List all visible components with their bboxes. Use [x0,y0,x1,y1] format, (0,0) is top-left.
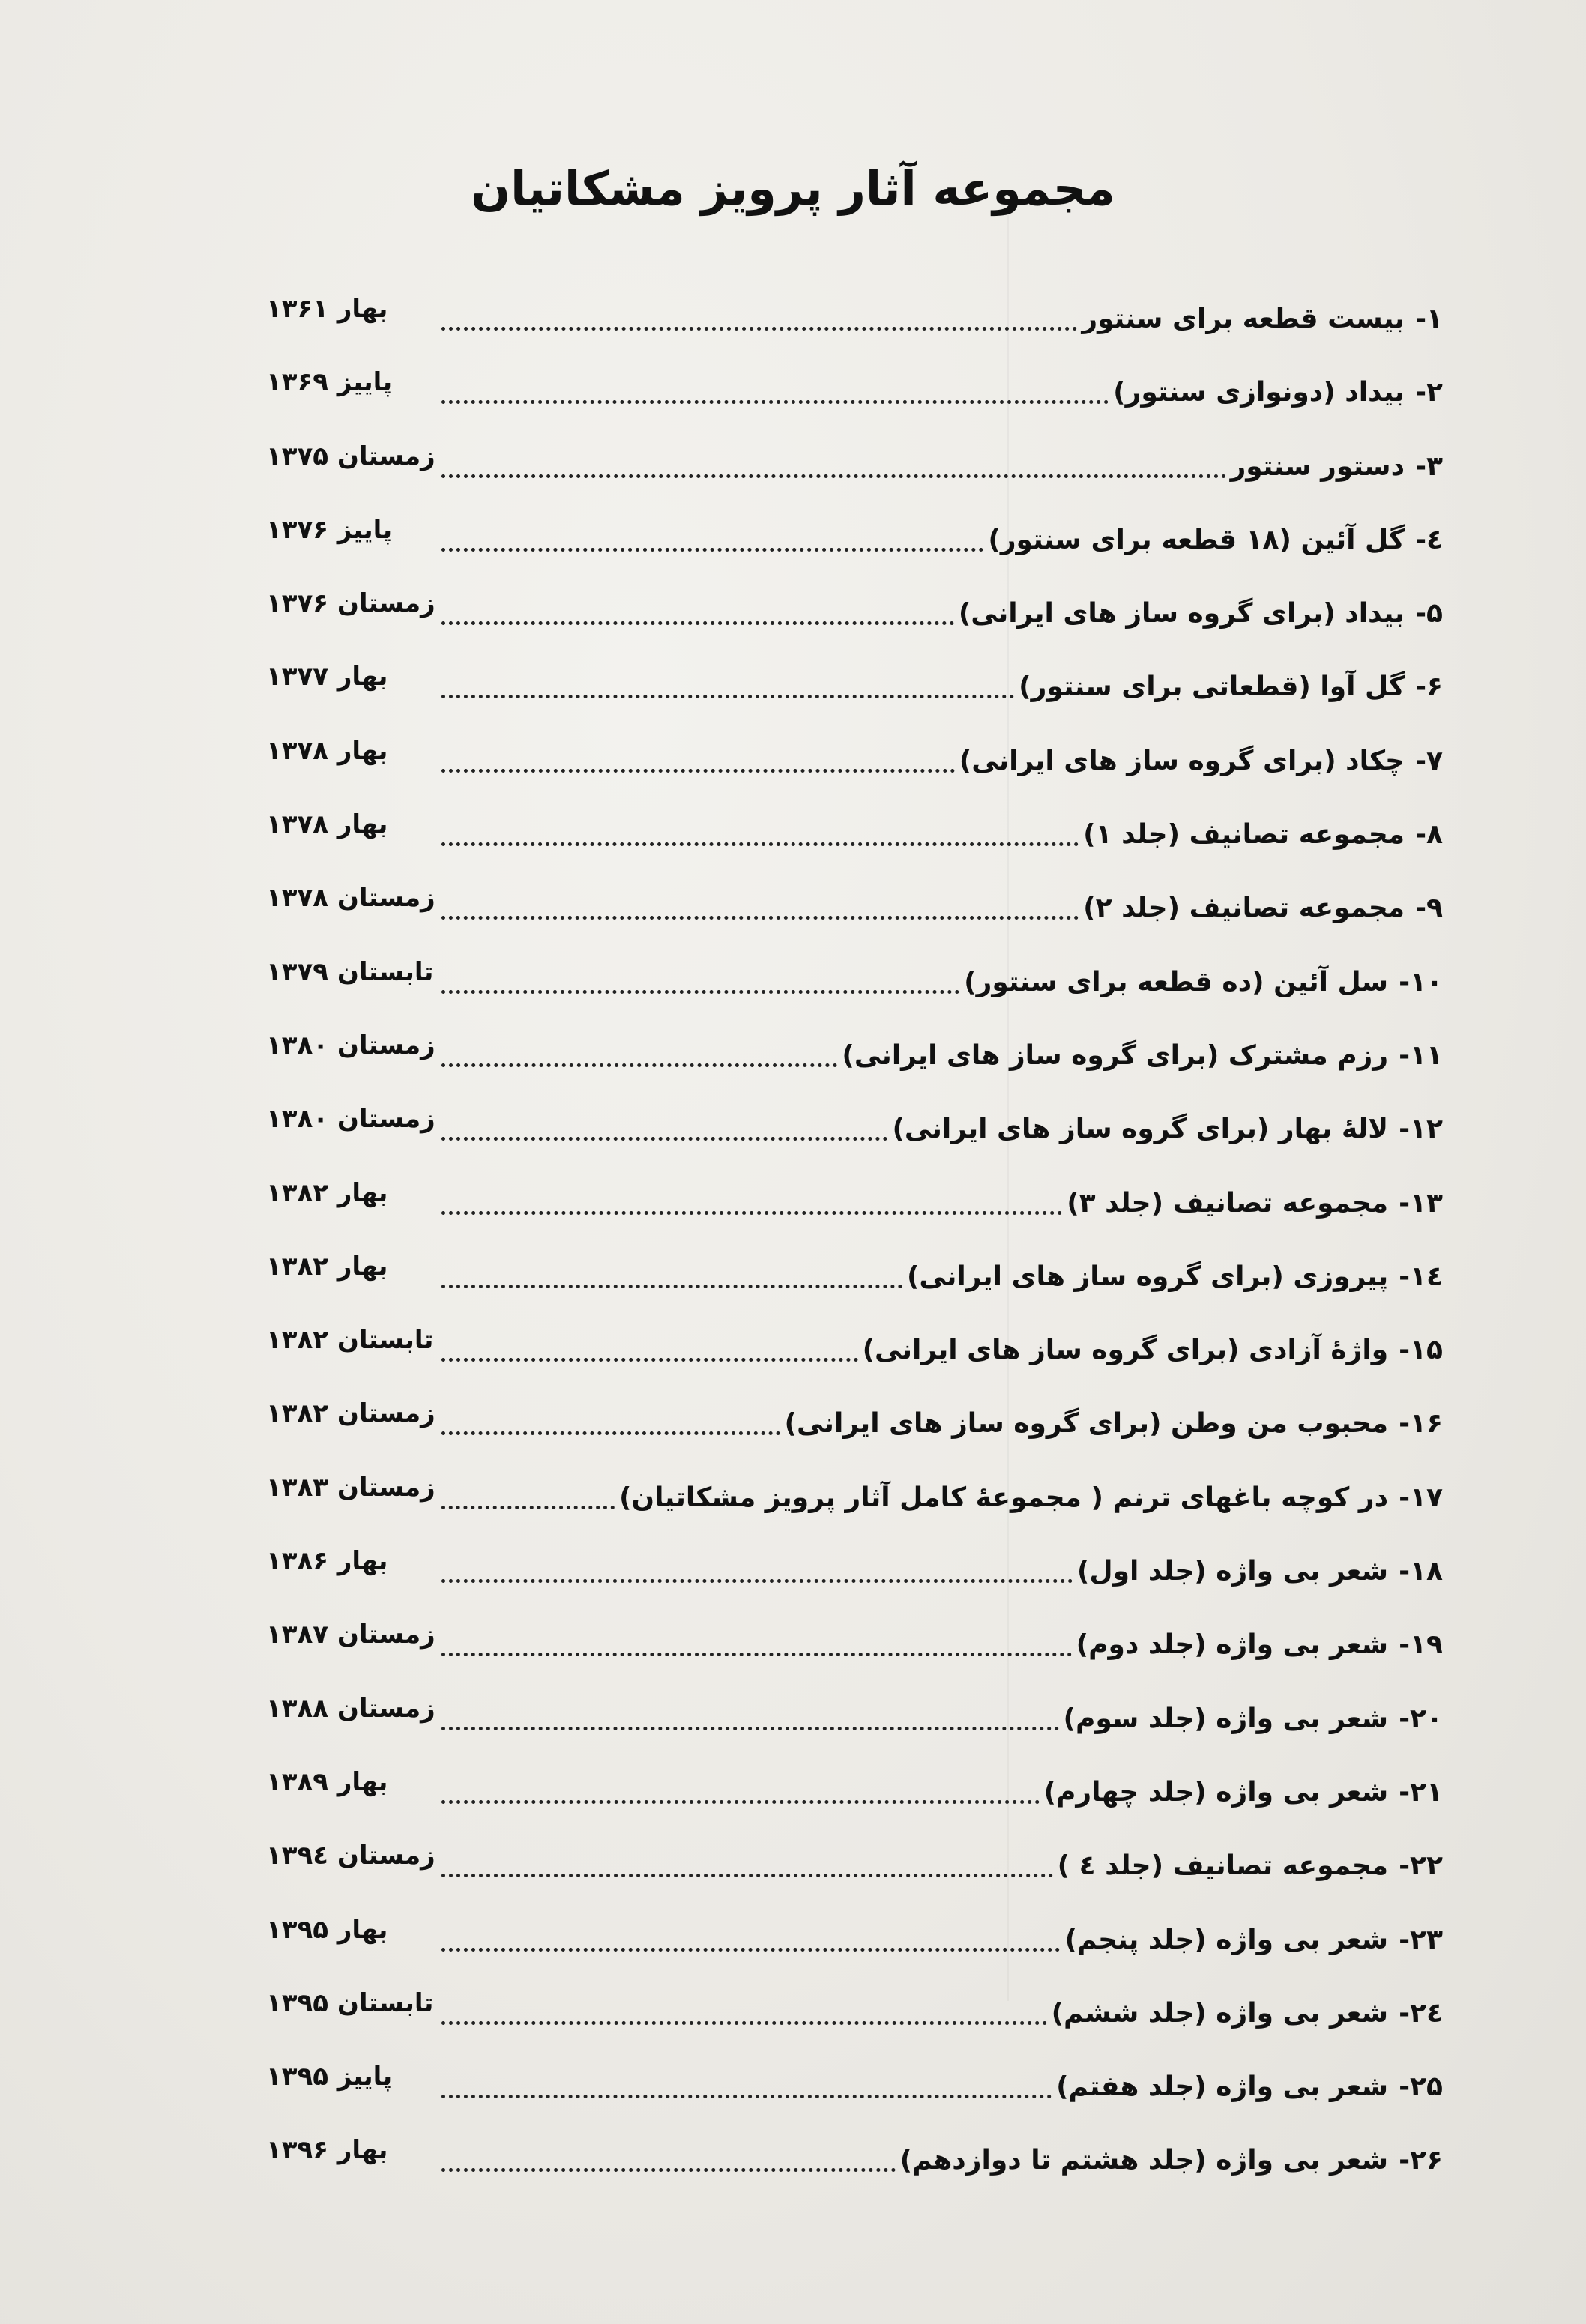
entry-title: شعر بی واژه (جلد سوم) [1063,1703,1389,1734]
entry-date: زمستان ۱۳۷۸ [266,883,435,914]
entry-number: ۳- [1415,450,1443,482]
dot-leader [441,1993,1047,2025]
toc-entry [266,735,1443,814]
entry-number: ۱- [1415,304,1443,334]
entry-title: شعر بی واژه (جلد هفتم) [1056,2071,1389,2103]
entry-number: ۱۳- [1399,1187,1443,1219]
entry-title: رزم مشترک (برای گروه ساز های ایرانی) [842,1039,1389,1071]
entry-number: ۲۰- [1399,1703,1443,1734]
toc-entry [266,1104,1443,1182]
dot-leader [441,1551,1073,1583]
entry-number: ۱۵- [1399,1335,1443,1366]
entry-title: شعر بی واژه (جلد پنجم) [1064,1924,1389,1955]
dot-leader [441,1035,837,1067]
dot-leader [441,298,1077,331]
toc-entry [266,294,1443,372]
entry-date: تابستان ۱۳۸۲ [266,1325,434,1356]
entry-date: بهار ۱۳۷۷ [266,662,388,692]
dot-leader [441,372,1109,404]
dot-leader [441,1183,1062,1215]
entry-title: شعر بی واژه (جلد دوم) [1076,1629,1389,1661]
toc-entry [266,1988,1443,2066]
entry-date: بهار ۱۳۸۹ [266,1766,388,1797]
entry-number: ۱۰- [1399,966,1443,997]
toc-entry [266,1251,1443,1329]
entry-title: واژهٔ آزادی (برای گروه ساز های ایرانی) [862,1335,1389,1366]
entry-title: در کوچه باغهای ترنم ( مجموعهٔ کامل آثار پرویز مشکاتیان) [618,1482,1389,1513]
entry-date: تابستان ۱۳۷۹ [266,956,434,987]
entry-date: زمستان ۱۳۸۷ [266,1620,435,1650]
entry-number: ۲۱- [1399,1776,1443,1808]
entry-date: زمستان ۱۳۸۲ [266,1398,435,1429]
entry-number: ۲۶- [1399,2145,1443,2176]
dot-leader [441,1624,1072,1656]
entry-number: ۵- [1415,598,1443,630]
toc-entry [266,809,1443,887]
dot-leader [441,1919,1060,1952]
entry-title: بیست قطعه برای سنتور [1082,304,1405,334]
entry-date: زمستان ۱۳۸۳ [266,1472,435,1503]
entry-date: زمستان ۱۳۷۶ [266,588,435,619]
entry-date: بهار ۱۳۶۱ [266,294,388,324]
entry-number: ۱۲- [1399,1114,1443,1145]
entry-number: ۱۶- [1399,1408,1443,1440]
entry-number: ۲- [1415,377,1443,408]
toc-entry [266,2062,1443,2140]
dot-leader [441,1256,902,1288]
entry-title: پیروزی (برای گروه ساز های ایرانی) [906,1261,1389,1292]
entry-title: بیداد (دونوازی سنتور) [1113,377,1405,408]
dot-leader [441,814,1079,846]
dot-leader [441,962,959,994]
entry-number: ۱۹- [1399,1629,1443,1661]
toc-entry [266,1398,1443,1476]
entry-date: زمستان ۱۳۸۰ [266,1030,435,1060]
dot-leader [441,1329,858,1362]
entry-number: ۸- [1415,819,1443,851]
entry-date: بهار ۱۳۷۸ [266,735,388,766]
entry-number: ۲۲- [1399,1850,1443,1882]
entry-date: بهار ۱۳۹۶ [266,2135,388,2166]
entry-date: بهار ۱۳۹۵ [266,1914,388,1945]
toc-entry [266,514,1443,593]
dot-leader [441,519,983,552]
page-title: مجموعه آثار پرویز مشکاتیان [471,161,1115,216]
entry-date: زمستان ۱۳۸۸ [266,1693,435,1724]
dot-leader [441,666,1014,698]
entry-title: چکاد (برای گروه ساز های ایرانی) [959,745,1405,776]
entry-number: ۲۳- [1399,1924,1443,1955]
entry-title: لالهٔ بهار (برای گروه ساز های ایرانی) [892,1114,1389,1145]
dot-leader [441,887,1079,920]
entry-title: شعر بی واژه (جلد ششم) [1051,1997,1389,2029]
entry-date: بهار ۱۳۸۲ [266,1177,388,1208]
entry-date: پاییز ۱۳۶۹ [266,367,393,398]
entry-number: ۱۸- [1399,1556,1443,1587]
entry-date: زمستان ۱۳۷۵ [266,441,435,471]
entry-number: ۱٤- [1399,1261,1443,1292]
dot-leader [441,1108,887,1141]
entry-number: ۲٤- [1399,1997,1443,2029]
entry-date: بهار ۱۳۸۲ [266,1251,388,1282]
dot-leader [441,1698,1059,1730]
entry-number: ۹- [1415,893,1443,924]
entry-number: ۱۷- [1399,1482,1443,1513]
toc-entry [266,367,1443,445]
entry-title: گل آئین (۱۸ قطعه برای سنتور) [988,524,1405,555]
toc-entry [266,1766,1443,1845]
dot-leader [441,1845,1053,1877]
entry-title: مجموعه تصانیف (جلد ٤ ) [1057,1850,1389,1882]
toc-entry [266,956,1443,1035]
entry-number: ۲۵- [1399,2071,1443,2103]
entry-number: ۷- [1415,745,1443,776]
entry-title: شعر بی واژه (جلد چهارم) [1043,1776,1389,1808]
dot-leader [441,1772,1040,1804]
entry-date: زمستان ۱۳۹٤ [266,1841,435,1871]
entry-title: مجموعه تصانیف (جلد ۲) [1083,893,1405,924]
toc-entry [266,441,1443,519]
entry-date: بهار ۱۳۸۶ [266,1546,388,1577]
dot-leader [441,2140,896,2172]
entry-title: مجموعه تصانیف (جلد ۳) [1067,1187,1389,1219]
toc-entry [266,1546,1443,1624]
toc-entry [266,1693,1443,1772]
entry-title: گل آوا (قطعاتی برای سنتور) [1019,671,1405,703]
toc-entry [266,1841,1443,1919]
entry-date: پاییز ۱۳۷۶ [266,514,393,545]
entry-number: ٤- [1415,524,1443,555]
entry-title: بیداد (برای گروه ساز های ایرانی) [958,598,1405,630]
entry-title: محبوب من وطن (برای گروه ساز های ایرانی) [784,1408,1389,1440]
toc-entry [266,588,1443,666]
entry-date: زمستان ۱۳۸۰ [266,1104,435,1135]
entry-title: مجموعه تصانیف (جلد ۱) [1083,819,1405,851]
entry-date: پاییز ۱۳۹۵ [266,2062,393,2092]
entry-number: ۱۱- [1399,1039,1443,1071]
dot-leader [441,1477,615,1509]
entry-date: بهار ۱۳۷۸ [266,809,388,840]
dot-leader [441,446,1226,478]
entry-title: دستور سنتور [1230,450,1405,482]
entry-date: تابستان ۱۳۹۵ [266,1988,434,2018]
dot-leader [441,1403,780,1435]
table-of-contents [266,294,1443,2214]
toc-entry [266,1325,1443,1403]
toc-entry [266,1914,1443,1993]
toc-entry [266,1620,1443,1697]
entry-title: شعر بی واژه (جلد هشتم تا دوازدهم) [899,2145,1389,2176]
toc-entry [266,1030,1443,1108]
entry-title: سل آئین (ده قطعه برای سنتور) [964,966,1389,997]
entry-title: شعر بی واژه (جلد اول) [1076,1556,1389,1587]
toc-entry [266,1177,1443,1256]
toc-entry [266,883,1443,961]
dot-leader [441,740,955,773]
entry-number: ۶- [1415,671,1443,703]
dot-leader [441,593,954,625]
toc-entry [266,662,1443,740]
toc-entry [266,1472,1443,1551]
dot-leader [441,2066,1052,2098]
toc-entry [266,2135,1443,2213]
